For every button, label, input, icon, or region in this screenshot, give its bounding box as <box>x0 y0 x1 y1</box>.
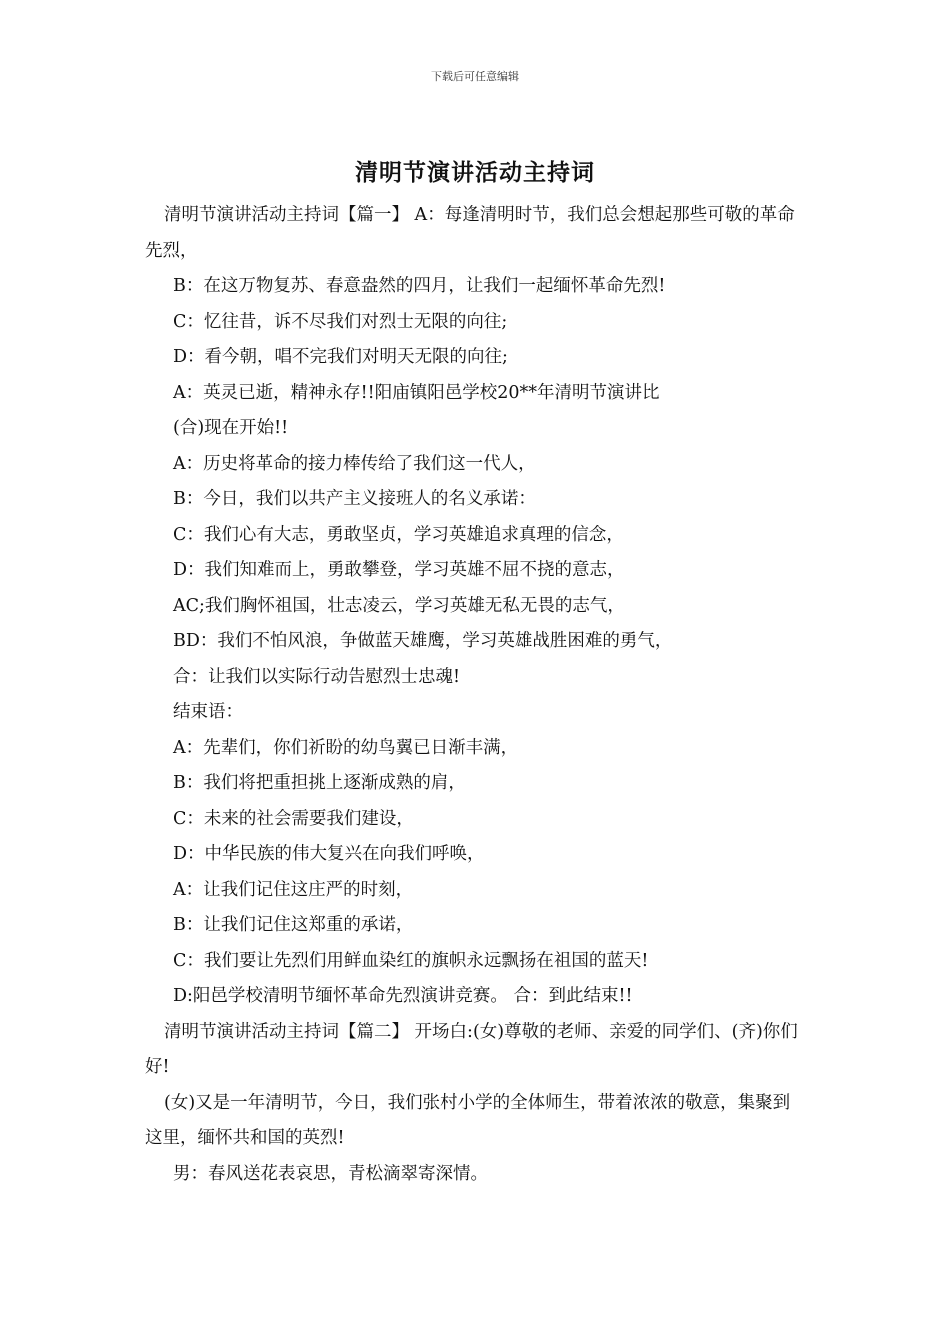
paragraph: B：在这万物复苏、春意盎然的四月，让我们一起缅怀革命先烈! <box>173 276 666 296</box>
paragraph: 清明节演讲活动主持词【篇二】 开场白:(女)尊敬的老师、亲爱的同学们、(齐)你们好! <box>145 1021 798 1077</box>
document-body <box>145 198 807 1192</box>
paragraph: D：看今朝，唱不完我们对明天无限的向往; <box>173 347 508 367</box>
paragraph: C：我们要让先烈们用鲜血染红的旗帜永远飘扬在祖国的蓝天! <box>173 950 649 971</box>
paragraph: (合)现在开始!! <box>173 418 289 438</box>
paragraph: C：未来的社会需要我们建设， <box>173 808 414 829</box>
document-title: 清明节演讲活动主持词 <box>355 159 595 186</box>
paragraph: B：我们将把重担挑上逐渐成熟的肩， <box>173 773 466 793</box>
paragraph: AC;我们胸怀祖国，壮志凌云，学习英雄无私无畏的志气， <box>173 595 625 616</box>
paragraph: D:阳邑学校清明节缅怀革命先烈演讲竞赛。 合：到此结束!! <box>173 986 633 1006</box>
paragraph: A：让我们记住这庄严的时刻， <box>173 879 414 900</box>
paragraph: B：让我们记住这郑重的承诺， <box>173 915 414 935</box>
paragraph: D：中华民族的伟大复兴在向我们呼唤， <box>173 844 485 864</box>
paragraph: A：先辈们，你们祈盼的幼鸟翼已日渐丰满， <box>173 737 519 758</box>
paragraph: 男：春风送花表哀思，青松滴翠寄深情。 <box>173 1163 488 1184</box>
paragraph: 结束语： <box>173 702 243 722</box>
paragraph: BD：我们不怕风浪，争做蓝天雄鹰，学习英雄战胜困难的勇气， <box>173 631 673 651</box>
paragraph: B：今日，我们以共产主义接班人的名义承诺： <box>173 489 536 509</box>
paragraph: D：我们知难而上，勇敢攀登，学习英雄不屈不挠的意志， <box>173 560 625 580</box>
paragraph: 清明节演讲活动主持词【篇一】 A：每逢清明时节，我们总会想起那些可敬的革命先烈， <box>145 205 795 261</box>
paragraph: C：我们心有大志，勇敢坚贞，学习英雄追求真理的信念， <box>173 524 624 545</box>
paragraph: A：历史将革命的接力棒传给了我们这一代人， <box>173 453 536 474</box>
page-header-note: 下载后可任意编辑 <box>431 70 519 83</box>
paragraph: 合：让我们以实际行动告慰烈士忠魂! <box>173 666 461 687</box>
paragraph: A：英灵已逝，精神永存!!阳庙镇阳邑学校20**年清明节演讲比 <box>173 382 660 403</box>
paragraph: (女)又是一年清明节，今日，我们张村小学的全体师生，带着浓浓的敬意，集聚到这里，缅怀共和国的英烈! <box>145 1092 791 1148</box>
paragraph: C：忆往昔，诉不尽我们对烈士无限的向往; <box>173 311 508 332</box>
